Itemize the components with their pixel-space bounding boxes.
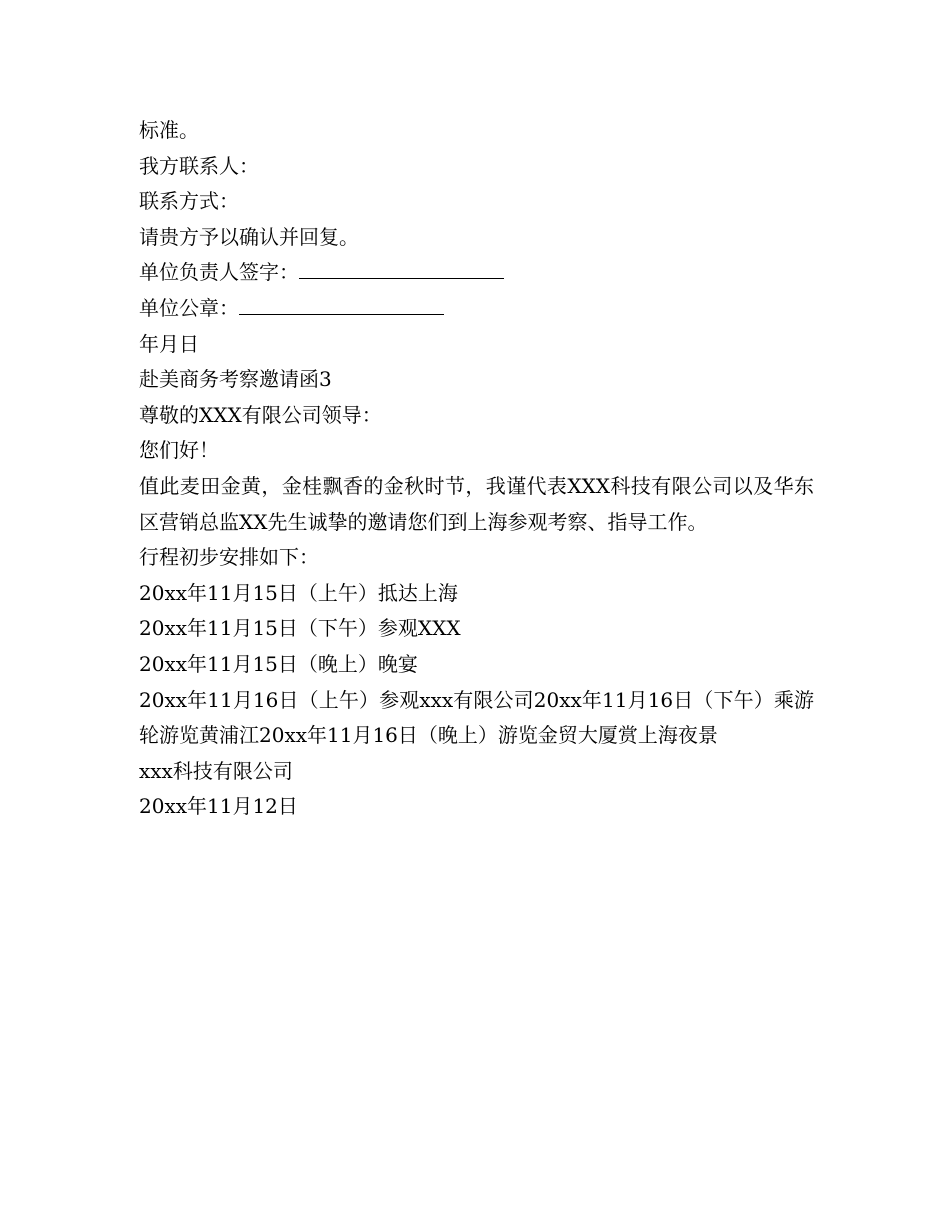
body-paragraph: 值此麦田金黄，金桂飘香的金秋时节，我谨代表XXX科技有限公司以及华东区营销总监XX先生诚挚的邀请您们到上海参观考察、指导工作。: [139, 473, 814, 534]
contact-method-line: 联系方式：: [139, 189, 239, 214]
signature-blank: [299, 260, 504, 279]
letter-title: 赴美商务考察邀请函3: [139, 367, 332, 392]
schedule-paragraph: 20xx年11月16日（上午）参观xxx有限公司20xx年11月16日（下午）乘游轮游览黄浦江20xx年11月16日（晚上）游览金贸大厦赏上海夜景: [139, 687, 814, 748]
company-name: xxx科技有限公司: [139, 758, 293, 783]
contact-person-line: 我方联系人：: [139, 153, 259, 178]
seal-blank: [239, 296, 444, 315]
schedule-item: 20xx年11月15日（晚上）晚宴: [139, 651, 418, 676]
signature-label: 单位负责人签字：: [139, 260, 299, 285]
greeting: 您们好！: [139, 438, 219, 463]
date-placeholder: 年月日: [139, 331, 199, 356]
schedule-item: 20xx年11月15日（下午）参观XXX: [139, 616, 461, 641]
seal-line: [139, 291, 819, 327]
signature-line: [139, 255, 819, 291]
salutation: 尊敬的XXX有限公司领导：: [139, 402, 382, 427]
confirm-request-line: 请贵方予以确认并回复。: [139, 224, 359, 249]
seal-label: 单位公章：: [139, 295, 239, 320]
document-page: [139, 113, 819, 825]
schedule-intro: 行程初步安排如下：: [139, 545, 319, 570]
text-line: 标准。: [139, 118, 199, 142]
schedule-item: 20xx年11月15日（上午）抵达上海: [139, 580, 458, 605]
letter-date: 20xx年11月12日: [139, 794, 298, 819]
